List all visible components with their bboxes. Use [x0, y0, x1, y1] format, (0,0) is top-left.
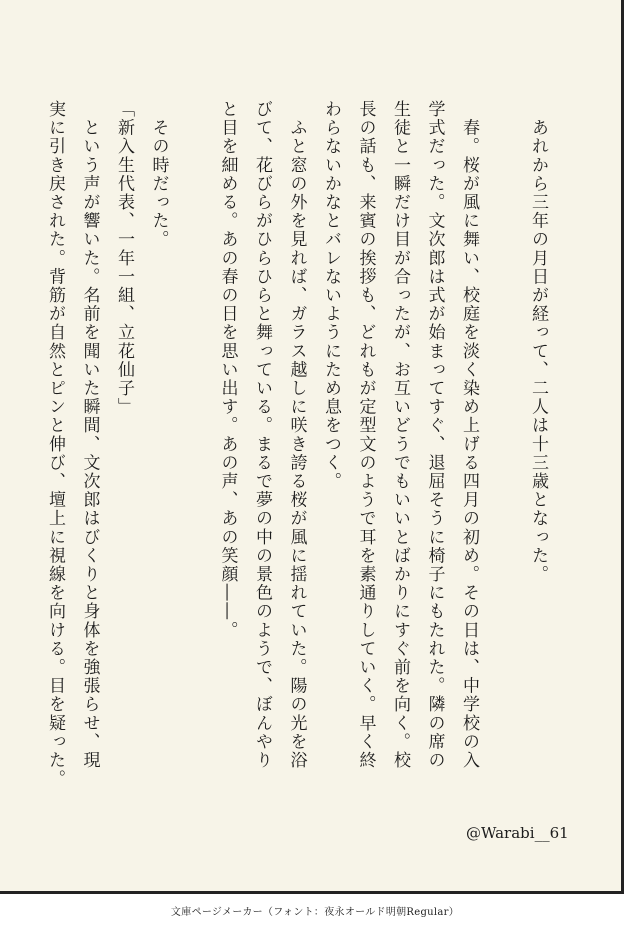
blank-line [176, 100, 211, 830]
text-line: 春。桜が風に舞い、校庭を淡く染め上げる四月の初め。その日は、中学校の入 [459, 100, 479, 770]
text-line: あれから三年の月日が経って、二人は十三歳となった。 [528, 100, 548, 584]
text-line: ふと窓の外を見れば、ガラス越しに咲き誇る桜が風に揺れていた。陽の光を浴 [286, 100, 307, 770]
text-line: 生徒と一瞬だけ目が合ったが、お互いどうでもいいとばかりにすぐ前を向く。校 [390, 100, 410, 770]
text-line: その時だった。 [148, 100, 169, 249]
text-line: と目を細める。あの春の日を思い出す。あの声、あの笑顔――。 [217, 100, 238, 640]
text-line: 「新入生代表、一年一組、立花仙子」 [114, 100, 134, 417]
author-credit: @Warabi__61 [466, 824, 569, 842]
text-line: 長の話も、来賓の挨拶も、どれもが定型文のようで耳を素通りしていく。早く終 [355, 100, 376, 770]
text-line: という声が響いた。名前を聞いた瞬間、文次郎はびくりと身体を強張らせ、現 [79, 100, 100, 770]
generator-caption: 文庫ページメーカー（フォント：夜永オールド明朝Regular） [170, 907, 460, 918]
text-line: びて、花びらがひらひらと舞っている。まるで夢の中の景色のようで、ぼんやり [252, 100, 272, 770]
blank-line [486, 100, 521, 830]
text-line: わらないかなとバレないようにため息をつく。 [321, 100, 341, 491]
body-text [38, 100, 556, 830]
text-line: 実に引き戻された。背筋が自然とピンと伸び、壇上に視線を向ける。目を疑った。 [45, 100, 65, 789]
text-line: 学式だった。文次郎は式が始まってすぐ、退屈そうに椅子にもたれた。隣の席の [424, 100, 445, 770]
